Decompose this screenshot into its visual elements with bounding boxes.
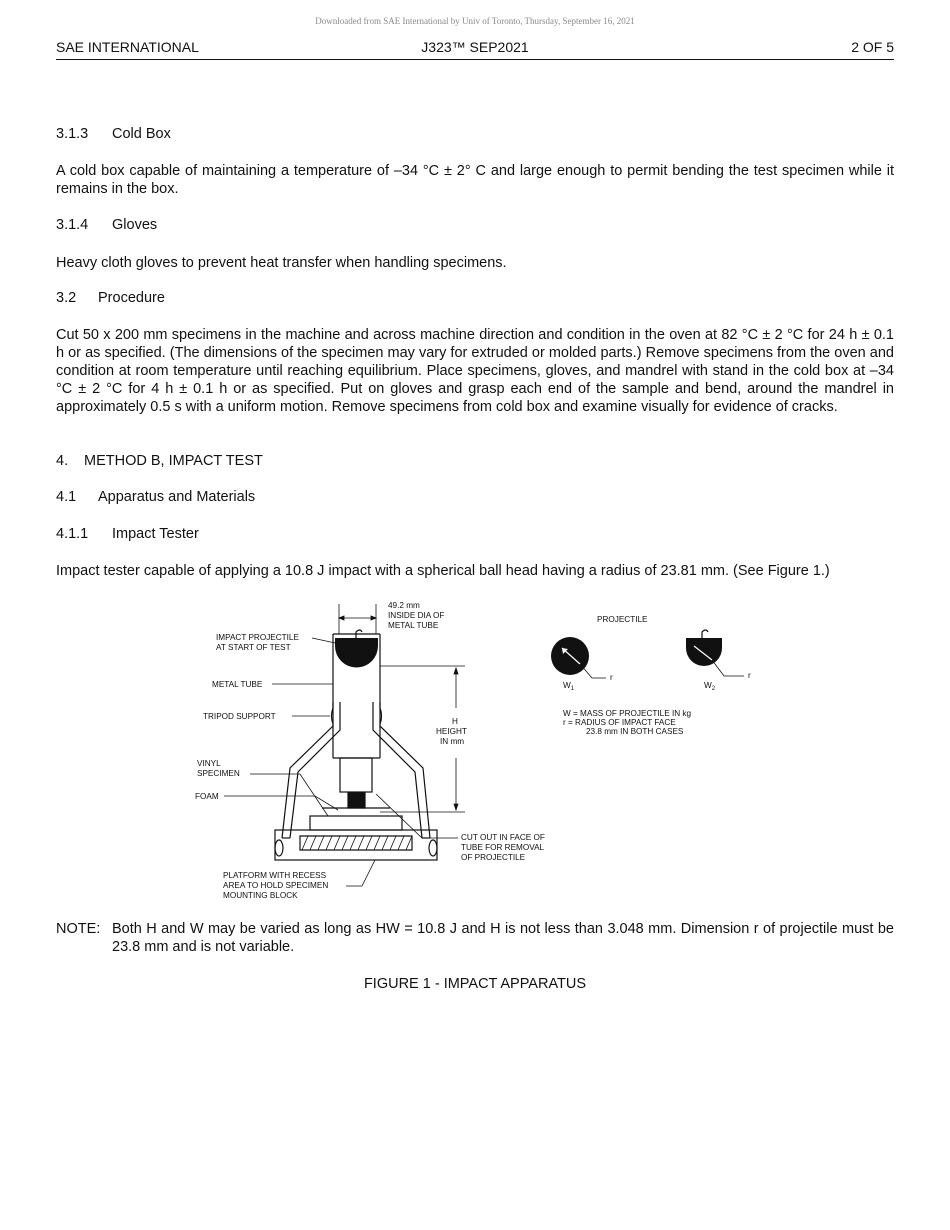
heading-title: Impact Tester [112,526,199,542]
heading-number: 3.1.4 [56,217,89,233]
label-impact-projectile-2: AT START OF TEST [216,643,291,652]
platform-assembly [275,792,437,860]
paragraph-procedure: Cut 50 x 200 mm specimens in the machine and across machine direction and condition in the oven at 82 °C ± 2 °C for 24 h ± 0.1 h or as specified. (The dimensions of the specimen may vary for extruded or molded parts.) Remove specimens from the oven and condition at room temperature until reaching equilibrium. Place specimens, gloves, and mandrel with stand in the cold box at –34 °C ± 2 °C for 4 h ± 0.1 h or as specified. Put on gloves and grasp each end of the sample and bend, around the mandrel in approximately 0.5 s with a uniform motion. Remove specimens from cold box and examine visually for evidence of cracks. [56,327,894,415]
height-text-1: H [452,717,458,726]
legend-w: W = MASS OF PROJECTILE IN kg [563,709,692,718]
height-text-3: IN mm [440,737,465,746]
heading-3-2 [56,289,165,307]
paragraph-impact-tester: Impact tester capable of applying a 10.8 J impact with a spherical ball head having a radius of 23.81 mm. (See Figure 1.) [56,563,830,579]
label-w1 [563,681,575,692]
tripod-support [282,702,430,838]
dim-text-1: 49.2 mm [388,601,420,610]
label-vinyl-1: VINYL [197,759,221,768]
legend-r-2: 23.8 mm IN BOTH CASES [586,727,684,736]
label-platform-2: AREA TO HOLD SPECIMEN [223,881,329,890]
label-platform-3: MOUNTING BLOCK [223,891,298,900]
w-subscript-1: 1 [570,686,575,692]
paragraph-gloves: Heavy cloth gloves to prevent heat transfer when handling specimens. [56,255,507,271]
label-metal-tube: METAL TUBE [212,680,263,689]
w-subscript-2: 2 [711,686,716,692]
heading-3-1-3 [56,125,171,143]
label-cutout-2: TUBE FOR REMOVAL [461,843,545,852]
heading-4 [56,452,263,470]
label-platform-1: PLATFORM WITH RECESS [223,871,327,880]
paragraph-cold-box: A cold box capable of maintaining a temperature of –34 °C ± 2° C and large enough to permit bending the test specimen while it remains in the box. [56,163,894,197]
label-r-1: r [610,673,613,682]
figure-note [56,920,894,956]
figure-caption: FIGURE 1 - IMPACT APPARATUS [363,976,587,992]
heading-number: 4. [56,453,69,469]
download-watermark: Downloaded from SAE International by Univ of Toronto, Thursday, September 16, 2021 [315,16,635,26]
impact-apparatus-figure [190,598,770,908]
height-text-2: HEIGHT [436,727,467,736]
heading-number: 4.1.1 [56,526,89,542]
dim-text-3: METAL TUBE [388,621,439,630]
header-org: SAE INTERNATIONAL [56,39,199,55]
heading-title: METHOD B, IMPACT TEST [84,453,263,469]
label-tripod-support: TRIPOD SUPPORT [203,712,276,721]
label-cutout-3: OF PROJECTILE [461,853,526,862]
heading-4-1-1 [56,525,199,543]
heading-3-1-4 [56,216,157,234]
heading-title: Gloves [112,217,158,233]
label-projectile: PROJECTILE [597,615,648,624]
heading-number: 4.1 [56,489,77,505]
projectile-w2-icon [686,630,744,676]
header-page-number: 2 OF 5 [851,39,894,55]
note-label: NOTE: [56,921,101,937]
label-vinyl-2: SPECIMEN [197,769,240,778]
projectile-w1-icon [551,637,606,678]
heading-title: Cold Box [112,126,171,142]
projectile-in-tube [335,630,378,668]
label-cutout-1: CUT OUT IN FACE OF [461,833,545,842]
w-letter: W [563,681,571,690]
heading-4-1 [56,488,255,506]
page-header [56,39,894,60]
label-foam: FOAM [195,792,219,801]
header-doc-id: J323™ SEP2021 [421,39,529,55]
label-impact-projectile-1: IMPACT PROJECTILE [216,633,299,642]
heading-number: 3.2 [56,290,77,306]
heading-title: Apparatus and Materials [98,489,256,505]
w-letter: W [704,681,712,690]
tube-dimension [339,604,376,634]
heading-title: Procedure [98,290,165,306]
label-r-2: r [748,671,751,680]
heading-number: 3.1.3 [56,126,89,142]
note-text: Both H and W may be varied as long as HW = 10.8 J and H is not less than 3.048 mm. Dimension r of projectile must be 23.8 mm and is not variable. [112,921,894,955]
label-w2 [704,681,716,692]
legend-r: r = RADIUS OF IMPACT FACE [563,718,676,727]
dim-text-2: INSIDE DIA OF [388,611,445,620]
